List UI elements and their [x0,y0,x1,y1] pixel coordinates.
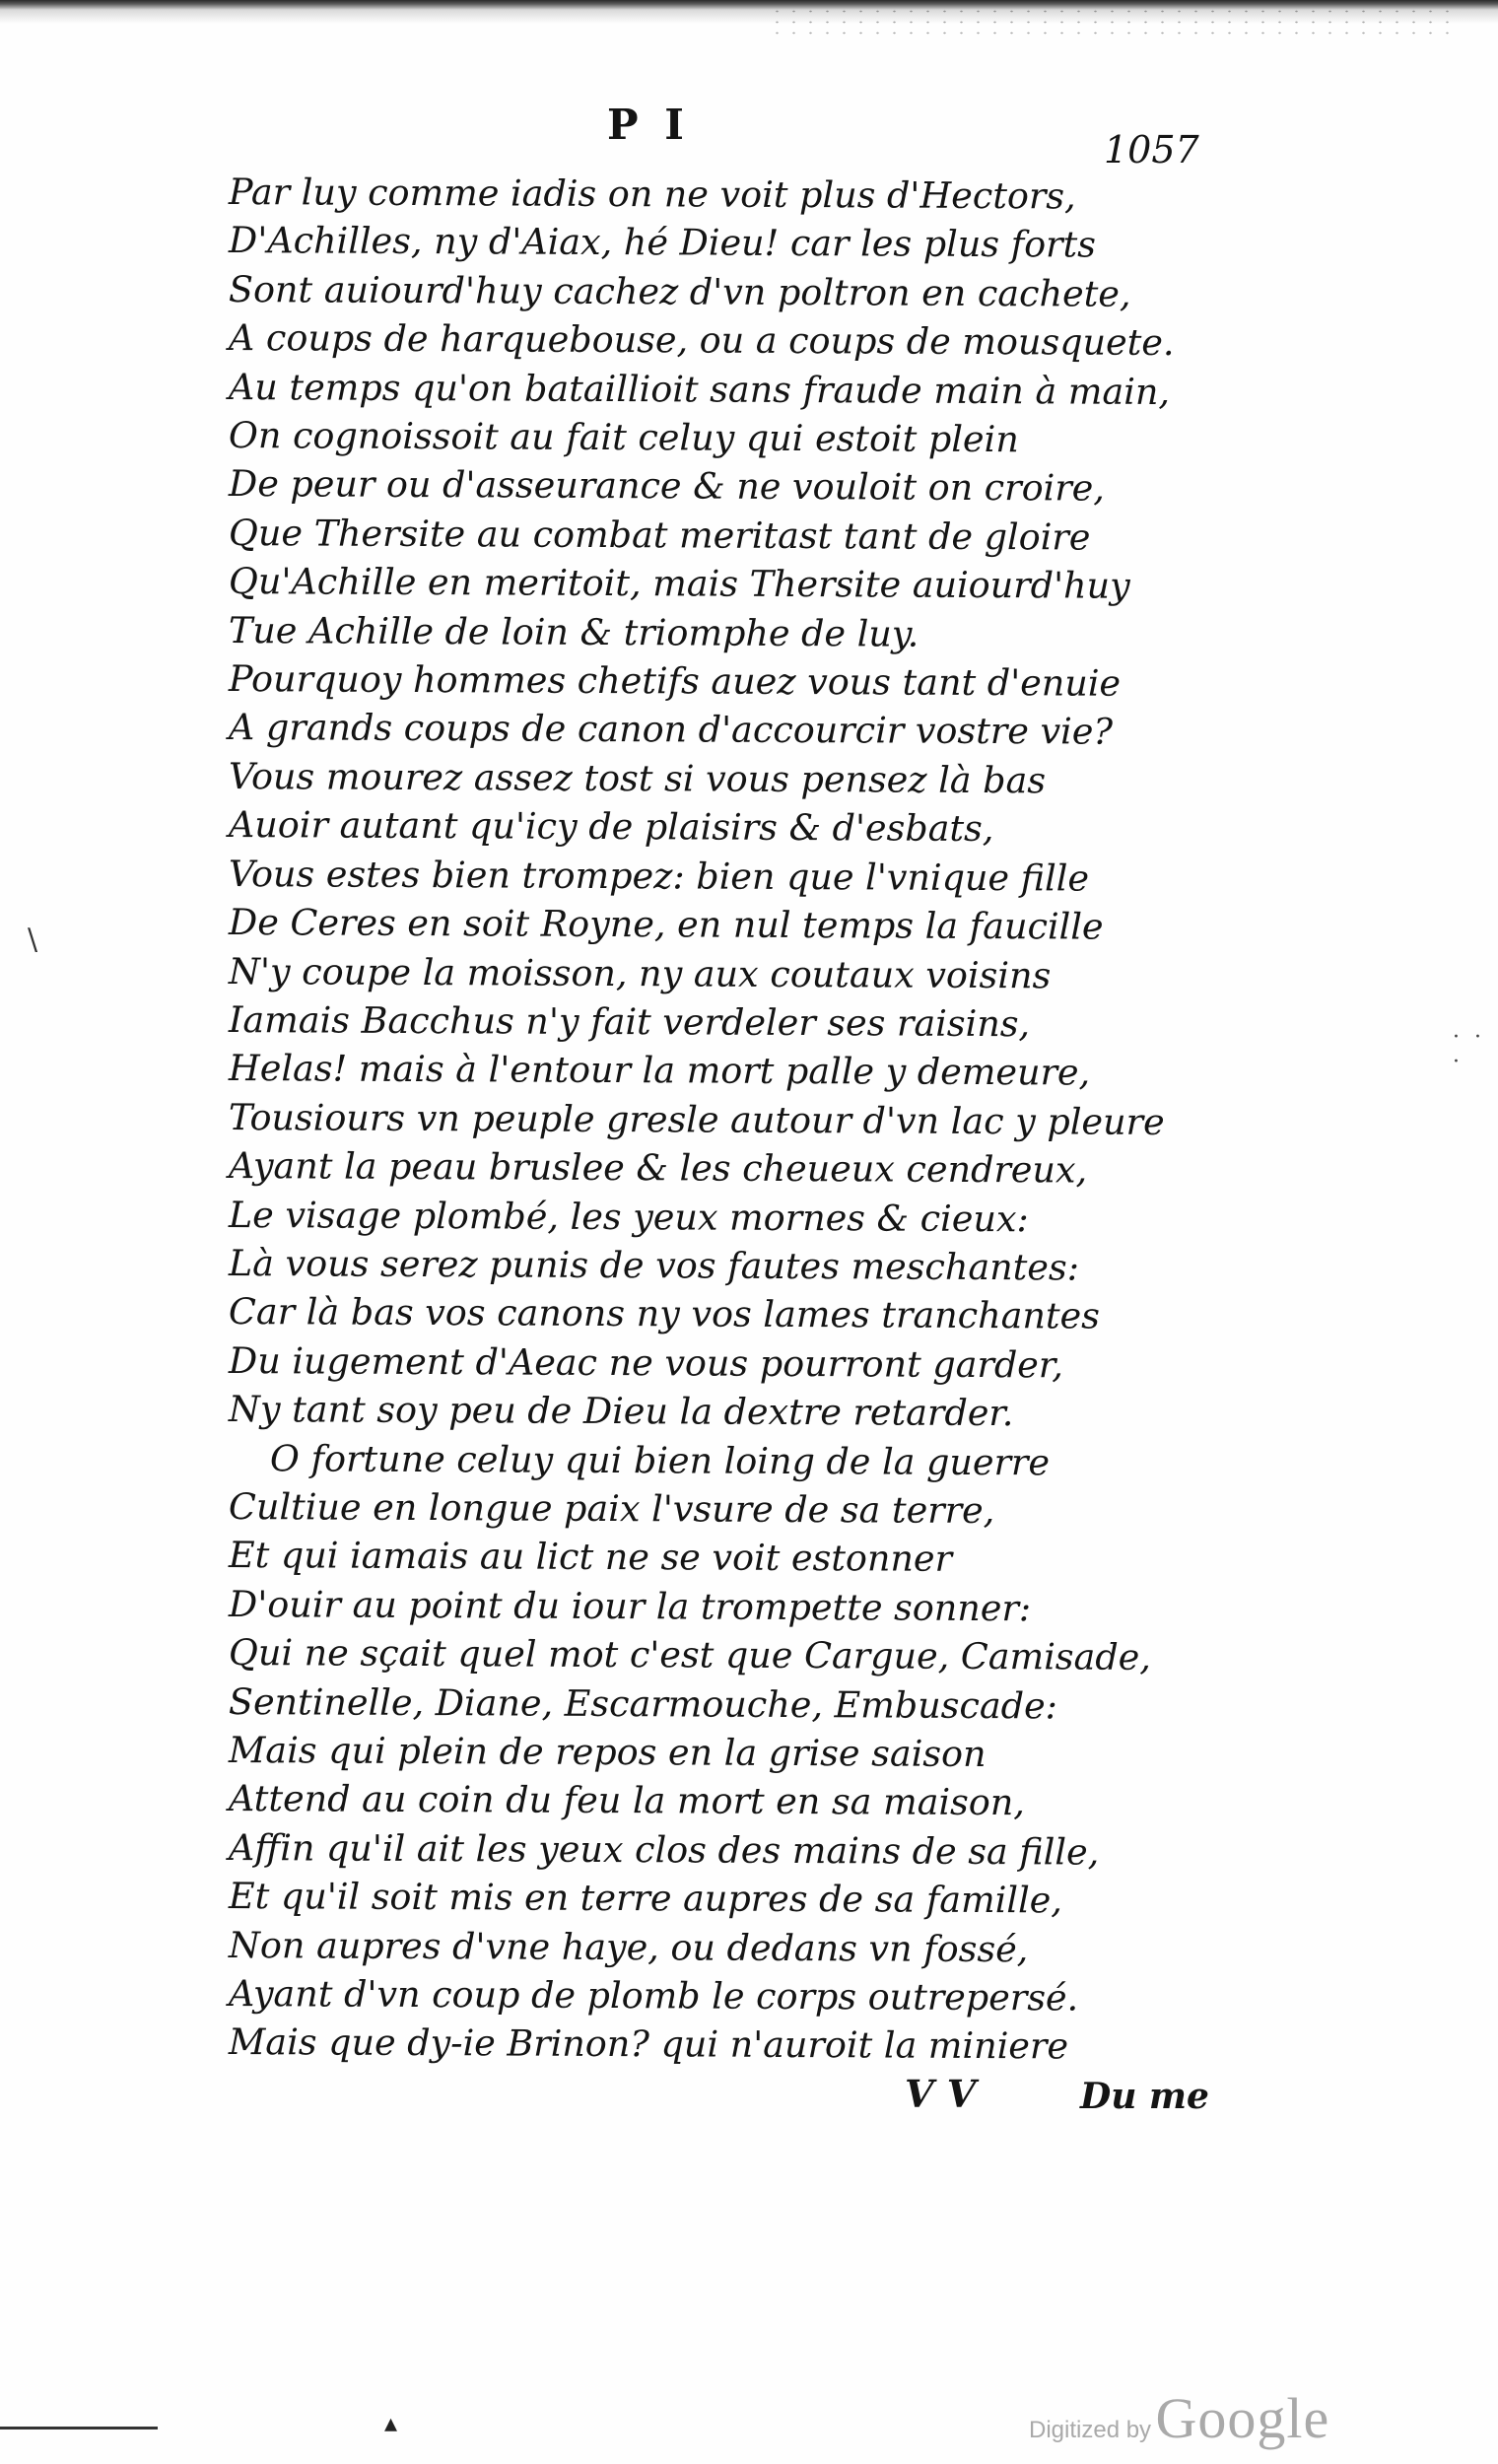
verse-line: Par luy comme iadis on ne voit plus d'Hectors, [228,171,1076,218]
verse-line: Au temps qu'on bataillioit sans fraude main à main, [228,365,1171,413]
verse-line: Tue Achille de loin & triomphe de luy. [228,608,919,655]
verse-line: Sentinelle, Diane, Escarmouche, Embuscade: [228,1679,1058,1727]
verse-line: Le visage plombé, les yeux mornes & cieux: [228,1193,1029,1240]
verse-line: Non aupres d'vne haye, ou dedans vn fossé, [228,1923,1029,1970]
margin-dots-icon: · · · [1453,1025,1485,1074]
verse-line: Du iugement d'Aeac ne vous pourront garder, [228,1338,1064,1387]
verse-line: Ayant la peau bruslee & les cheueux cendreux, [228,1144,1088,1192]
verse-line: Qu'Achille en meritoit, mais Thersite auiourd'huy [228,560,1130,608]
verse-line: Vous estes bien trompez: bien que l'vnique fille [228,852,1090,900]
verse-line: D'Achilles, ny d'Aiax, hé Dieu! car les plus forts [228,219,1097,267]
verse-line: Affin qu'il ait les yeux clos des mains de sa fille, [228,1825,1100,1874]
poem-text [229,168,1273,2067]
verse-line: De Ceres en soit Royne, en nul temps la faucille [228,901,1104,948]
verse-line: Car là bas vos canons ny vos lames tranchantes [228,1290,1101,1337]
verse-line: Pourquoy hommes chetifs auez vous tant d'enuie [228,657,1122,705]
verse-line: Iamais Bacchus n'y fait verdeler ses raisins, [228,997,1031,1046]
verse-line: Cultiue en longue paix l'vsure de sa terre, [228,1484,995,1533]
verse-line: Attend au coin du feu la mort en sa maison, [228,1777,1026,1824]
verse-line: A coups de harquebouse, ou a coups de mousquete. [228,316,1175,365]
verse-line: Sont auiourd'huy cachez d'vn poltron en cachete, [228,267,1131,315]
bottom-mark-icon: ▴ [384,2409,398,2438]
verse-line: N'y coupe la moisson, ny aux coutaux voisins [228,949,1052,996]
verse-line: Qui ne sçait quel mot c'est que Cargue, Camisade, [228,1631,1152,1679]
verse-line: Et qui iamais au lict ne se voit estonner [228,1534,953,1581]
verse-line-stanza-start: O fortune celuy qui bien loing de la guerre [269,1436,1051,1483]
catchword: Du me [1080,2076,1209,2117]
verse-line: Vous mourez assez tost si vous pensez là bas [228,754,1047,802]
verse-line: Là vous serez punis de vos fautes meschantes: [228,1241,1080,1289]
verse-line: Ny tant soy peu de Dieu la dextre retarder. [228,1388,1014,1435]
verse-line: Que Thersite au combat meritast tant de gloire [228,511,1091,559]
verse-line: Helas! mais à l'entour la mort palle y demeure, [228,1047,1091,1094]
verse-line: Et qu'il soit mis en terre aupres de sa famille, [228,1875,1063,1922]
page-number: 1057 [1104,128,1199,171]
scan-specks [769,6,1459,35]
verse-line: Ayant d'vn coup de plomb le corps outrepersé. [228,1972,1079,2019]
watermark-brand: Google [1155,2386,1330,2450]
running-head: P I [607,101,690,149]
watermark-prefix: Digitized by [1029,2417,1152,2443]
bottom-rule [0,2427,158,2430]
verse-line: Tousiours vn peuple gresle autour d'vn lac y pleure [228,1095,1165,1143]
digitized-watermark [1029,2385,1329,2451]
verse-line: Auoir autant qu'icy de plaisirs & d'esbats, [228,803,994,851]
margin-mark-icon: \ [28,923,38,957]
verse-line: A grands coups de canon d'accourcir vostre vie? [228,706,1114,754]
verse-line: D'ouir au point du iour la trompette sonner: [228,1582,1032,1630]
signature-mark: V V [905,2072,977,2116]
verse-line: On cognoissoit au fait celuy qui estoit plein [228,414,1019,461]
verse-line: De peur ou d'asseurance & ne vouloit on croire, [228,462,1106,511]
verse-line: Mais qui plein de repos en la grise saison [228,1729,987,1776]
verse-line: Mais que dy-ie Brinon? qui n'auroit la miniere [228,2020,1069,2068]
